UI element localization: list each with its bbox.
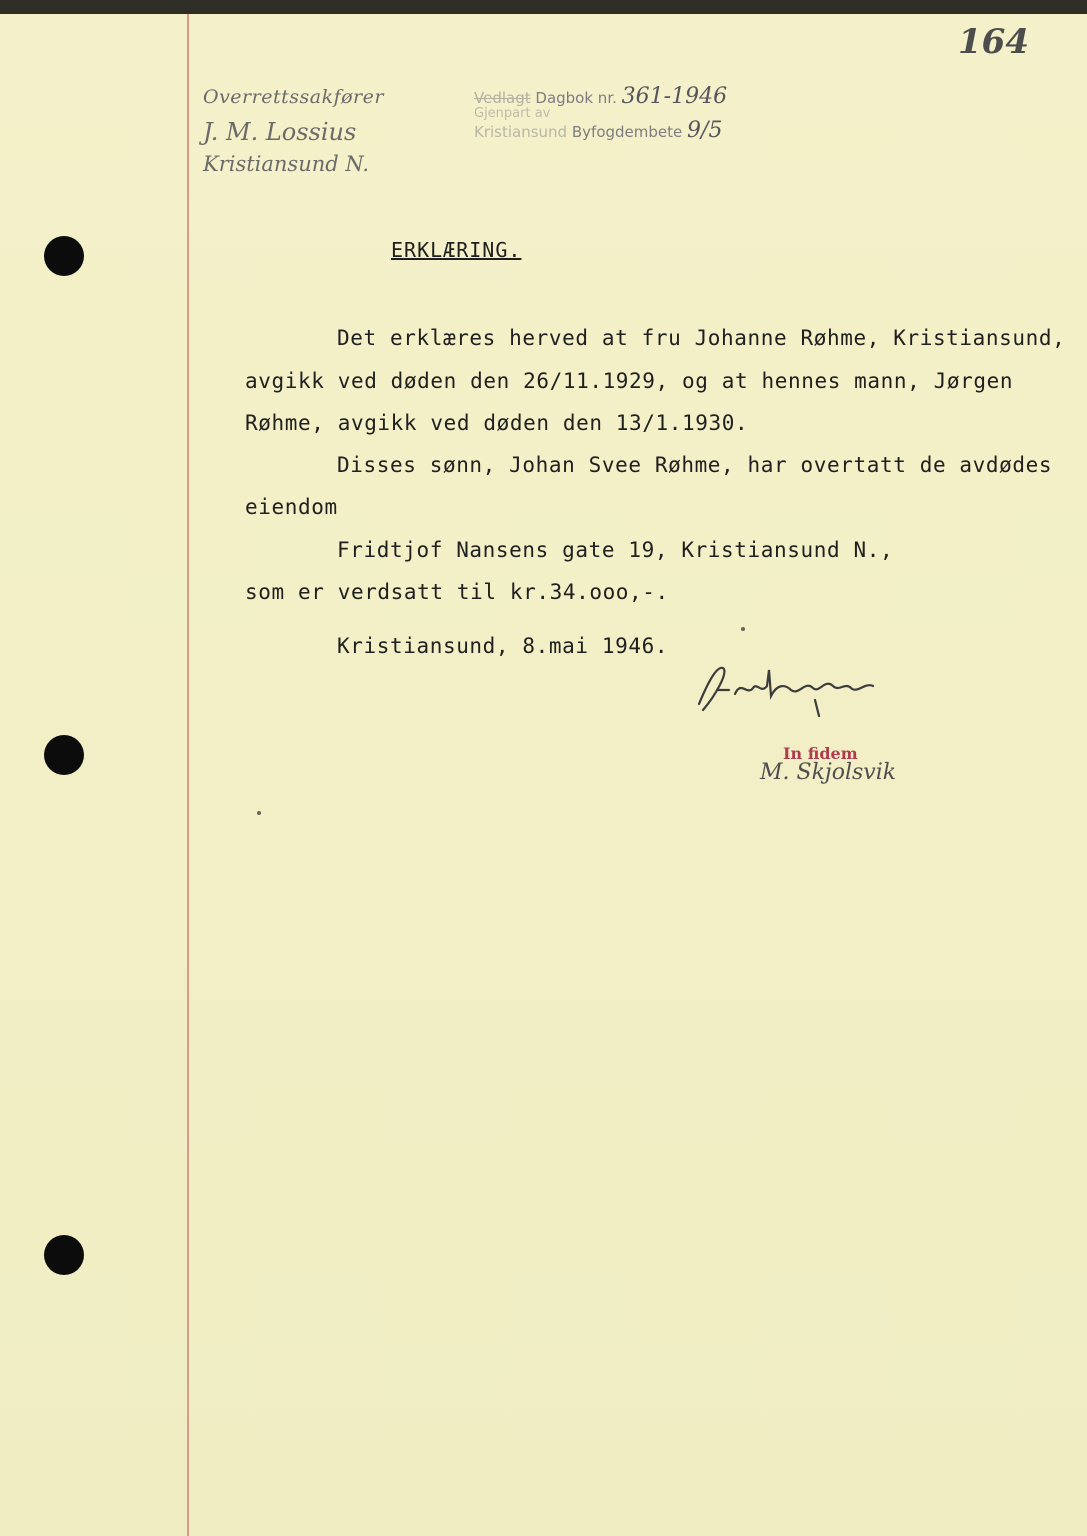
- punch-hole: [44, 735, 84, 775]
- letterhead-name: J. M. Lossius: [203, 118, 357, 146]
- registry-stamp: [474, 84, 834, 154]
- scan-top-edge: [0, 0, 1087, 14]
- page-number: 164: [958, 22, 1029, 62]
- punch-hole: [44, 1235, 84, 1275]
- punch-hole: [44, 236, 84, 276]
- ink-speck: [257, 811, 261, 815]
- body-line: som er verdsatt til kr.34.ooo,-.: [245, 580, 669, 604]
- body-line: Røhme, avgikk ved døden den 13/1.1930.: [245, 411, 749, 435]
- place-date: Kristiansund, 8.mai 1946.: [337, 634, 669, 658]
- stamp-diary-number: 361-1946: [621, 84, 728, 109]
- margin-rule: [187, 14, 189, 1536]
- body-line: Det erklæres herved at fru Johanne Røhme, Kristiansund,: [337, 326, 1066, 350]
- signature-main: [695, 660, 915, 720]
- body-line: eiendom: [245, 495, 338, 519]
- body-line: avgikk ved døden den 26/11.1929, og at hennes mann, Jørgen: [245, 369, 1014, 393]
- signature-witness: M. Skjolsvik: [760, 760, 897, 785]
- stamp-city: Kristiansund: [474, 123, 568, 141]
- stamp-date: 9/5: [687, 118, 723, 143]
- letterhead: [203, 86, 384, 176]
- letterhead-role: Overrettssakfører: [203, 86, 384, 108]
- document-title: ERKLÆRING.: [391, 238, 522, 262]
- ink-speck: [741, 627, 745, 631]
- body-line: Fridtjof Nansens gate 19, Kristiansund N.,: [337, 538, 894, 562]
- stamp-office: Byfogdembete: [571, 123, 683, 141]
- body-line: Disses sønn, Johan Svee Røhme, har overtatt de avdødes: [337, 453, 1053, 477]
- stamp-diary-label: Dagbok nr.: [535, 89, 617, 107]
- stamp-faint-text: Gjenpart av: [474, 106, 551, 121]
- in-fidem-stamp: In fidem: [783, 744, 858, 763]
- stamp-struck-word: Vedlagt: [474, 89, 531, 107]
- letterhead-city: Kristiansund N.: [203, 152, 370, 176]
